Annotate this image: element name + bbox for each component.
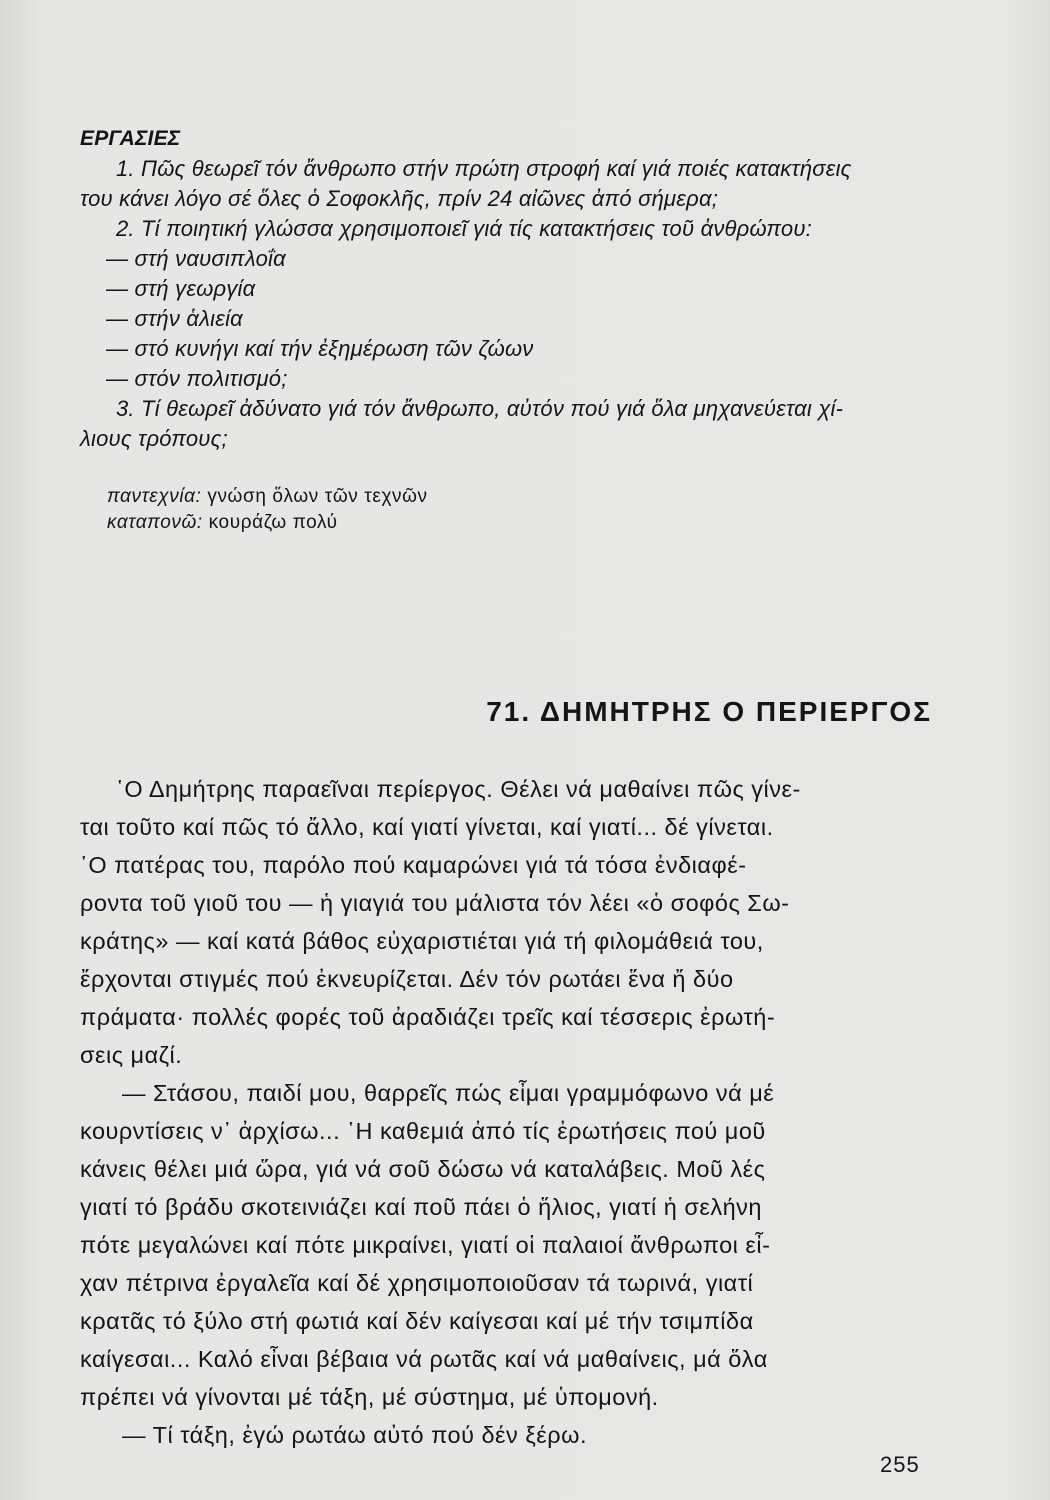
- story-line: ῾Ο Δημήτρης παραεῖναι περίεργος. Θέλει νά μαθαίνει πῶς γίνε-: [116, 776, 801, 802]
- story-line: ται τοῦτο καί πῶς τό ἄλλο, καί γιατί γίνεται, καί γιατί... δέ γίνεται.: [80, 814, 774, 840]
- exercise-bullet-navigation: — στή ναυσιπλοΐα: [106, 246, 286, 271]
- exercise-question-3-cont: λιους τρόπους;: [80, 426, 228, 451]
- glossary-definition: γνώση ὅλων τῶν τεχνῶν: [207, 486, 428, 507]
- chapter-title: 71. ΔΗΜΗΤΡΗΣ Ο ΠΕΡΙΕΡΓΟΣ: [486, 696, 932, 727]
- story-line: — Στάσου, παιδί μου, θαρρεῖς πώς εἶμαι γραμμόφωνο νά μέ: [122, 1080, 775, 1106]
- story-line: κουρντίσεις ν᾿ ἀρχίσω... ῾Η καθεμιά ἀπό τίς ἐρωτήσεις πού μοῦ: [80, 1118, 766, 1144]
- story-line: πράματα· πολλές φορές τοῦ ἀραδιάζει τρεῖς καί τέσσερις ἐρωτή-: [80, 1004, 776, 1030]
- exercise-bullet-civilization: — στόν πολιτισμό;: [106, 366, 288, 391]
- exercises-heading: ΕΡΓΑΣΙΕΣ: [80, 127, 181, 150]
- story-line: κρατᾶς τό ξύλο στή φωτιά καί δέν καίγεσαι καί μέ τήν τσιμπίδα: [80, 1308, 754, 1334]
- glossary-term: καταπονῶ:: [107, 512, 203, 533]
- story-line: — Τί τάξη, ἐγώ ρωτάω αὐτό πού δέν ξέρω.: [122, 1422, 588, 1448]
- story-line: πρέπει νά γίνονται μέ τάξη, μέ σύστημα, μέ ὑπομονή.: [80, 1384, 659, 1410]
- story-line: χαν πέτρινα ἐργαλεῖα καί δέ χρησιμοποιοῦσαν τά τωρινά, γιατί: [80, 1270, 754, 1296]
- story-line: σεις μαζί.: [80, 1042, 183, 1068]
- exercise-bullet-hunting: — στό κυνήγι καί τήν ἐξημέρωση τῶν ζώων: [106, 336, 534, 361]
- story-line: πότε μεγαλώνει καί πότε μικραίνει, γιατί οἱ παλαιοί ἄνθρωποι εἶ-: [80, 1232, 771, 1258]
- exercise-question-1-cont: του κάνει λόγο σέ ὅλες ὁ Σοφοκλῆς, πρίν 24 αἰῶνες ἀπό σήμερα;: [80, 186, 719, 211]
- exercise-question-1: 1. Πῶς θεωρεῖ τόν ἄνθρωπο στήν πρώτη στροφή καί γιά ποιές κατακτήσεις: [116, 156, 852, 181]
- exercise-bullet-agriculture: — στή γεωργία: [106, 276, 256, 301]
- story-line: γιατί τό βράδυ σκοτεινιάζει καί ποῦ πάει ὁ ἥλιος, γιατί ἡ σελήνη: [80, 1194, 762, 1220]
- story-line: κράτης» — καί κατά βάθος εὐχαριστιέται γιά τή φιλομάθειά του,: [80, 928, 764, 954]
- story-line: ἔρχονται στιγμές πού ἐκνευρίζεται. Δέν τόν ρωτάει ἕνα ἤ δύο: [80, 966, 734, 992]
- story-text: [80, 770, 934, 1454]
- story-line: ροντα τοῦ γιοῦ του — ἡ γιαγιά του μάλιστα τόν λέει «ὁ σοφός Σω-: [80, 890, 790, 916]
- glossary-entry: [107, 484, 428, 510]
- exercise-bullet-fishing: — στήν ἁλιεία: [106, 306, 243, 331]
- glossary-entry: [107, 510, 428, 536]
- exercises-section: [80, 124, 940, 454]
- story-line: καίγεσαι... Καλό εἶναι βέβαια νά ρωτᾶς καί νά μαθαίνεις, μά ὅλα: [80, 1346, 768, 1372]
- exercise-question-2: 2. Τί ποιητική γλώσσα χρησιμοποιεῖ γιά τίς κατακτήσεις τοῦ ἀνθρώπου:: [116, 216, 812, 241]
- glossary: [107, 484, 428, 536]
- story-line: κάνεις θέλει μιά ὥρα, γιά νά σοῦ δώσω νά καταλάβεις. Μοῦ λές: [80, 1156, 766, 1182]
- story-line: ῾Ο πατέρας του, παρόλο πού καμαρώνει γιά τά τόσα ἐνδιαφέ-: [80, 852, 747, 878]
- glossary-term: παντεχνία:: [107, 486, 202, 507]
- exercise-question-3: 3. Τί θεωρεῖ ἀδύνατο γιά τόν ἄνθρωπο, αὐτόν πού γιά ὅλα μηχανεύεται χί-: [116, 396, 844, 421]
- page-number: 255: [880, 1452, 920, 1477]
- glossary-definition: κουράζω πολύ: [208, 512, 338, 533]
